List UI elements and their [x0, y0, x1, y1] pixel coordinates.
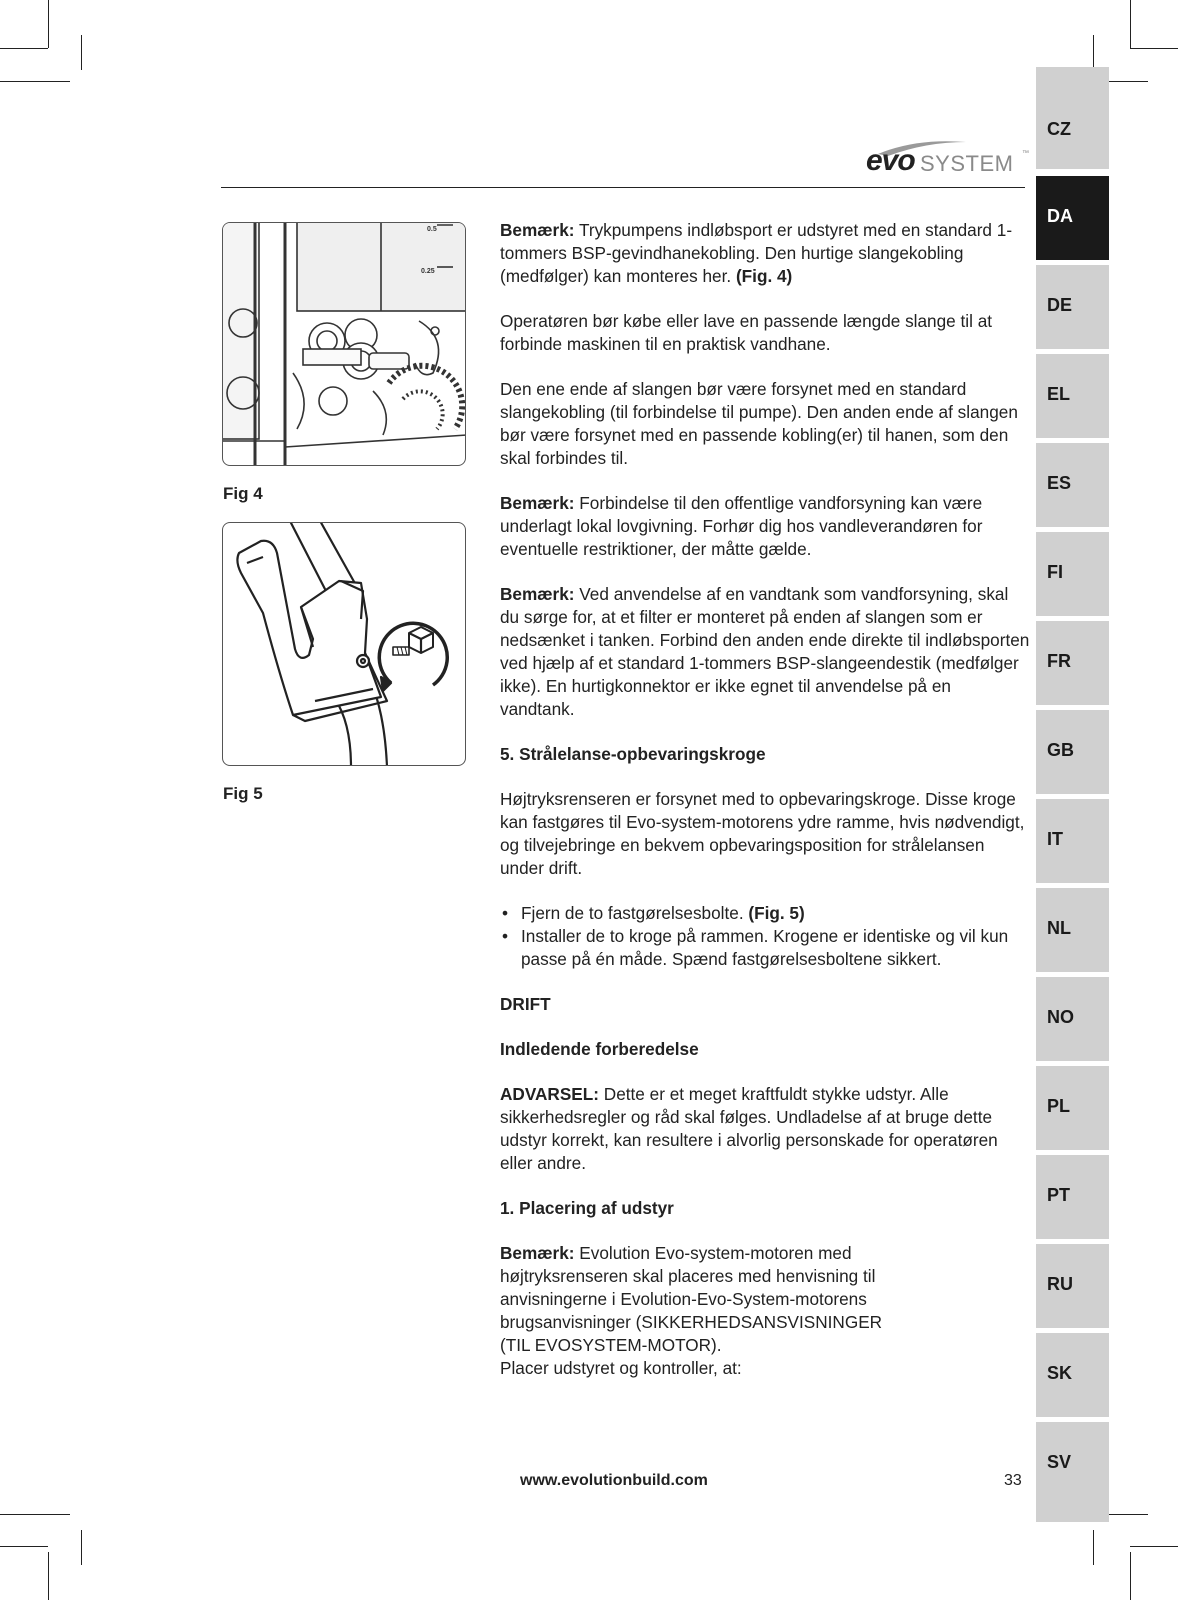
lang-tab-da[interactable] [1036, 176, 1109, 260]
lang-tab-ru[interactable] [1036, 1244, 1109, 1328]
crop-mark [1130, 1552, 1131, 1600]
crop-mark [81, 35, 82, 70]
lang-tab-it[interactable] [1036, 799, 1109, 883]
heading-storage-hooks: 5. Strålelanse-opbevaringskroge [500, 744, 766, 764]
scale-mark-upper: 0.5 [427, 226, 437, 233]
lang-tab-label: GB [1047, 740, 1074, 760]
crop-mark [81, 1530, 82, 1565]
lang-tab-label: SV [1047, 1452, 1072, 1472]
crop-mark [1130, 1546, 1178, 1547]
note-label: Bemærk: [500, 584, 575, 604]
paragraph-hose-coupling: Den ene ende af slangen bør være forsynet med en standard slangekobling (til forbindelse til pumpe). Den anden ende af slangen bør være forsynet med en passende kobling(er) til hanen, som den skal forbindes til. [500, 379, 1018, 468]
paragraph-text: Ved anvendelse af en vandtank som vandforsyning, skal du sørge for, at et filter er monteret på enden af slangen som er nedsænket i tanken. Forbind den anden ende direkte til indløbsporten ved hjælp af et standard 1-tommers BSP-slangeendestik (medfølger ikke). En hurtigkonnektor er ikke egnet til anvendelse på en vandtank. [500, 584, 1030, 719]
lang-tab-label: PL [1047, 1096, 1071, 1116]
bullet: • [502, 903, 509, 923]
warning-label: ADVARSEL: [500, 1084, 599, 1104]
crop-mark [1108, 81, 1148, 82]
logo-system-text: SYSTEM [920, 151, 1014, 176]
figure-5-image [222, 522, 466, 766]
warning-paragraph [500, 1083, 1030, 1175]
crop-mark [1093, 35, 1094, 70]
lang-tab-label: FI [1047, 562, 1063, 582]
lang-tab-sv[interactable] [1036, 1422, 1109, 1522]
lang-tab-pt[interactable] [1036, 1155, 1109, 1239]
lang-tab-label: FR [1047, 651, 1071, 671]
heading-preparation: Indledende forberedelse [500, 1039, 699, 1059]
paragraph-text: Trykpumpens indløbsport er udstyret med en standard 1-tommers BSP-gevindhanekobling. Den hurtige slangekobling (medfølger) kan monteres her. [500, 220, 1013, 286]
scale-mark-lower: 0.25 [421, 268, 435, 275]
paragraph-line: Evolution Evo-system-motoren med [574, 1243, 852, 1263]
lang-tab-label: PT [1047, 1185, 1071, 1205]
lang-tab-label: IT [1047, 829, 1063, 849]
crop-mark [0, 81, 70, 82]
note-label: Bemærk: [500, 493, 575, 513]
crop-mark [0, 48, 48, 49]
lang-tab-label: SK [1047, 1363, 1073, 1383]
lang-tab-label: NO [1047, 1007, 1074, 1027]
lang-tab-gb[interactable] [1036, 710, 1109, 794]
lang-tab-label: DE [1047, 295, 1073, 315]
heading-placement: 1. Placering af udstyr [500, 1198, 674, 1218]
crop-mark [1130, 48, 1178, 49]
lang-tab-de[interactable] [1036, 265, 1109, 349]
hook-install-steps [500, 902, 1030, 971]
note-placement [500, 1242, 1030, 1380]
paragraph-line: brugsanvisninger (SIKKERHEDSANSVISNINGER [500, 1312, 883, 1332]
lang-tab-cz[interactable] [1036, 67, 1109, 169]
lang-tab-label: CZ [1047, 119, 1071, 139]
paragraph-storage-hooks: Højtryksrenseren er forsynet med to opbevaringskroge. Disse kroge kan fastgøres til Evo-system-motorens ydre ramme, hvis nødvendigt, og tilvejebringe en bekvem opbevaringsposition for strålelansen under drift. [500, 789, 1025, 878]
pump-inlet-illustration [223, 223, 466, 466]
logo-evo-text: evo [866, 144, 915, 177]
paragraph-line: højtryksrenseren skal placeres med henvisning til [500, 1266, 876, 1286]
paragraph-line: (TIL EVOSYSTEM-MOTOR). [500, 1335, 722, 1355]
note-inlet-port [500, 219, 1030, 288]
bullet: • [502, 926, 509, 946]
crop-mark [1108, 1514, 1148, 1515]
lang-tab-label: RU [1047, 1274, 1073, 1294]
logo-trademark: ™ [1022, 150, 1029, 157]
list-item [500, 925, 1030, 971]
lang-tab-label: ES [1047, 473, 1072, 493]
heading-drift: DRIFT [500, 994, 551, 1014]
lang-tab-label: DA [1047, 206, 1073, 226]
figure-4-caption: Fig 4 [223, 484, 263, 503]
note-water-tank [500, 583, 1030, 721]
paragraph-text: Dette er et meget kraftfuldt stykke udstyr. Alle sikkerhedsregler og råd skal følges. Undladelse af at bruge dette udstyr korrekt, kan resultere i alvorlig personskade for operatøren eller andre. [500, 1084, 998, 1173]
lang-tab-fi[interactable] [1036, 532, 1109, 616]
paragraph-text: Forbindelse til den offentlige vandforsyning kan være underlagt lokal lovgivning. Forhør dig hos vandleverandøren for eventuelle restriktioner, der måtte gælde. [500, 493, 983, 559]
evosystem-logo [866, 136, 1028, 180]
figure-5-caption: Fig 5 [223, 784, 263, 803]
list-item [500, 902, 1030, 925]
figure-reference: (Fig. 4) [735, 266, 793, 286]
figure-reference: (Fig. 5) [748, 903, 805, 923]
crop-mark [1093, 1530, 1094, 1565]
lance-hook-illustration [223, 523, 466, 766]
lang-tab-no[interactable] [1036, 977, 1109, 1061]
lang-tab-label: NL [1047, 918, 1071, 938]
list-item-text: Fjern de to fastgørelsesbolte. [521, 903, 749, 923]
figure-4-image [222, 222, 466, 466]
list-item-text: Installer de to kroge på rammen. Krogene er identiske og vil kun passe på én måde. Spænd fastgørelsesboltene sikkert. [521, 926, 1009, 969]
lang-tab-es[interactable] [1036, 443, 1109, 527]
crop-mark [48, 0, 49, 48]
crop-mark [48, 1552, 49, 1600]
note-label: Bemærk: [500, 220, 575, 240]
lang-tab-el[interactable] [1036, 354, 1109, 438]
lang-tab-fr[interactable] [1036, 621, 1109, 705]
footer-website-link[interactable]: www.evolutionbuild.com [520, 1472, 708, 1489]
header-rule [221, 187, 1025, 188]
crop-mark [0, 1546, 48, 1547]
note-label: Bemærk: [500, 1243, 575, 1263]
paragraph-line: Placer udstyret og kontroller, at: [500, 1358, 742, 1378]
lang-tab-sk[interactable] [1036, 1333, 1109, 1417]
lang-tab-nl[interactable] [1036, 888, 1109, 972]
paragraph-line: anvisningerne i Evolution-Evo-System-motorens [500, 1289, 867, 1309]
page-number: 33 [1004, 1472, 1022, 1489]
note-public-water [500, 492, 1030, 561]
crop-mark [1130, 0, 1131, 48]
lang-tab-pl[interactable] [1036, 1066, 1109, 1150]
crop-mark [0, 1514, 70, 1515]
lang-tab-label: EL [1047, 384, 1071, 404]
main-text-column [500, 219, 1030, 1402]
paragraph-hose-length: Operatøren bør købe eller lave en passende længde slange til at forbinde maskinen til en praktisk vandhane. [500, 311, 993, 354]
